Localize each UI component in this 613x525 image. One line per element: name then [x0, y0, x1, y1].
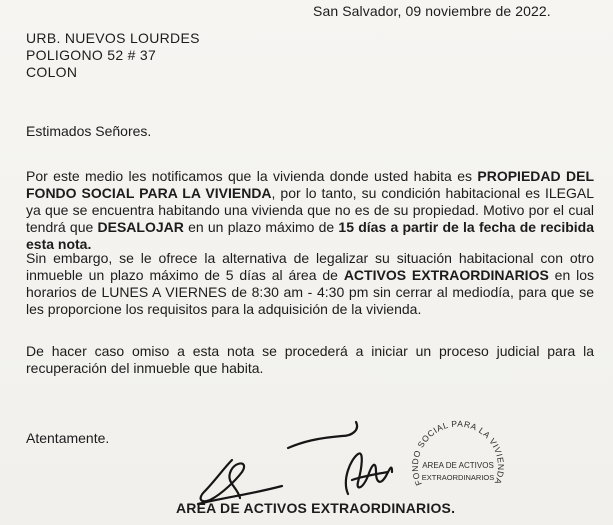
- paragraph-text: Por este medio les notificamos que la vivienda donde usted habita es: [26, 168, 478, 184]
- signature-department: AREA DE ACTIVOS EXTRAORDINARIOS.: [176, 500, 456, 516]
- paragraph-text: en un plazo máximo de: [183, 219, 339, 235]
- emphasis-evict: DESALOJAR: [97, 219, 184, 235]
- address-line-2: POLIGONO 52 # 37: [26, 47, 157, 63]
- paragraph-alternative: [26, 250, 594, 318]
- letter-date: San Salvador, 09 noviembre de 2022.: [313, 3, 551, 19]
- paragraph-notification: [26, 168, 594, 253]
- paragraph-text: Sin embargo, se le ofrece la alternativa de legalizar su situación habitacional con otro inmueble un plazo máximo de 5 días al área de: [26, 250, 594, 283]
- closing: Atentamente.: [26, 430, 110, 446]
- paragraph-text: en los horarios de LUNES A VIERNES de 8:30 am - 4:30 pm sin cerrar al mediodía, para que se les proporcione los requisitos para la adquisición de la vivienda.: [26, 267, 595, 317]
- stamp-ring-text: FONDO SOCIAL PARA LA VIVIENDA: [409, 418, 507, 488]
- stamp-inner-line-2: EXTRAORDINARIOS: [421, 473, 495, 482]
- stamp-inner-line-1: AREA DE ACTIVOS: [422, 461, 494, 470]
- paragraph-warning: De hacer caso omiso a esta nota se procederá a iniciar un proceso judicial para la recuperación del inmueble que habita.: [26, 343, 594, 376]
- paragraph-text: , por lo tanto, su condición habitacional es ILEGAL ya que se encuentra habitando una vivienda que no es de su propiedad. Motivo por el cual tendrá que: [26, 185, 595, 235]
- emphasis-deadline: 15 días a partir de la fecha de recibida esta nota.: [26, 219, 594, 252]
- recipient-address: [26, 30, 200, 81]
- salutation: Estimados Señores.: [26, 123, 152, 139]
- emphasis-department: ACTIVOS EXTRAORDINARIOS: [343, 267, 549, 283]
- address-line-1: URB. NUEVOS LOURDES: [26, 30, 200, 46]
- official-stamp: [408, 414, 508, 514]
- address-line-3: COLON: [26, 64, 78, 80]
- emphasis-owner: PROPIEDAD DEL FONDO SOCIAL PARA LA VIVIENDA: [26, 168, 594, 201]
